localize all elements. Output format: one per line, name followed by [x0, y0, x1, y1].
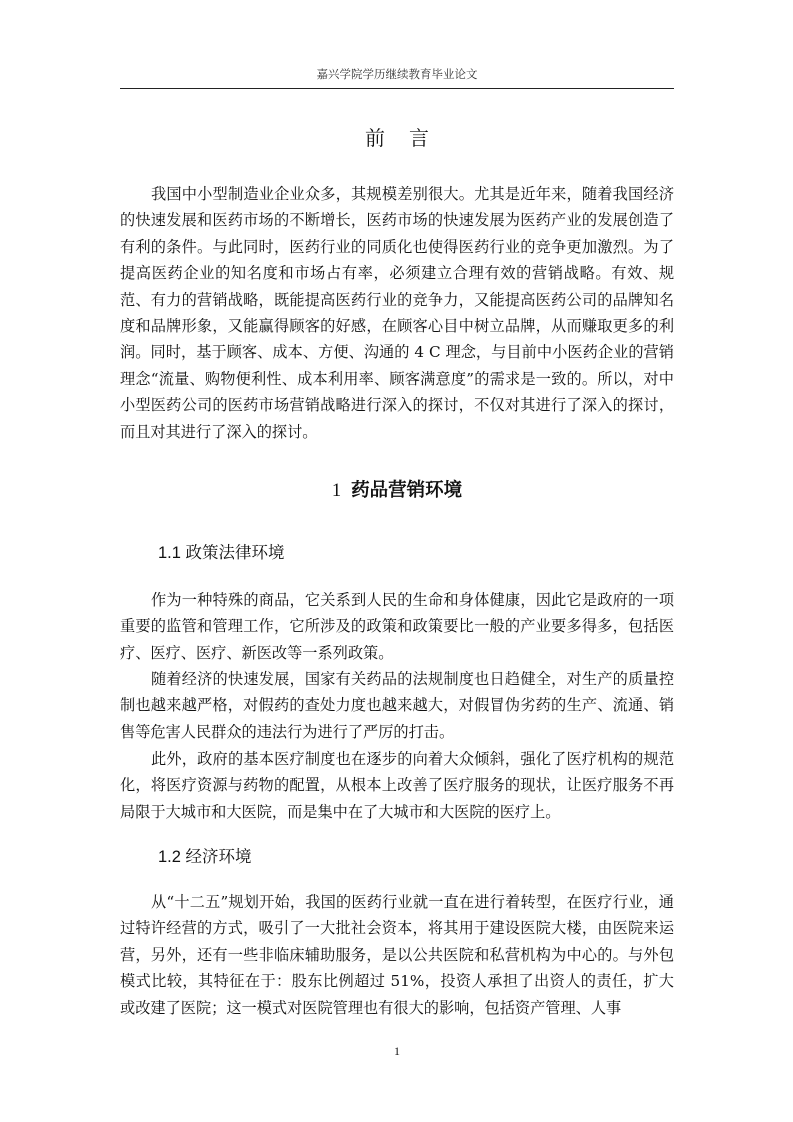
chapter-1-title: 药品营销环境	[351, 480, 463, 501]
section-1-2-title: 经济环境	[185, 847, 252, 866]
page-number: 1	[394, 1044, 400, 1058]
chapter-1-number: 1	[331, 481, 342, 501]
section-1-1-paragraph-3: 此外，政府的基本医疗制度也在逐步的向着大众倾斜，强化了医疗机构的规范化，将医疗资源与药物的配置，从根本上改善了医疗服务的现状，让医疗服务不再局限于大城市和大医院，而是集中在了大城市和大医院的医疗上。	[120, 750, 674, 821]
running-header-title: 嘉兴学院学历继续教育毕业论文	[316, 67, 478, 81]
section-1-1-title: 政策法律环境	[185, 543, 285, 562]
section-1-1-heading	[158, 540, 285, 566]
section-1-1-paragraph-1: 作为一种特殊的商品，它关系到人民的生命和身体健康，因此它是政府的一项重要的监管和管理工作，它所涉及的政策和政策要比一般的产业要多得多，包括医疗、医疗、医疗、新医改等一系列政策。	[120, 591, 674, 662]
section-1-1-number: 1.1	[158, 544, 181, 562]
chapter-1-heading	[120, 476, 674, 506]
preface-paragraph: 我国中小型制造业企业众多，其规模差别很大。尤其是近年来，随着我国经济的快速发展和医药市场的不断增长，医药市场的快速发展为医药产业的发展创造了有利的条件。与此同时，医药行业的同质化也使得医药行业的竞争更加激烈。为了提高医药企业的知名度和市场占有率，必须建立合理有效的营销战略。有效、规范、有力的营销战略，既能提高医药行业的竞争力，又能提高医药公司的品牌知名度和品牌形象，又能赢得顾客的好感，在顾客心目中树立品牌，从而赚取更多的利润。同时，基于顾客、成本、方便、沟通的 4 C 理念，与目前中小医药企业的营销理念“流量、购物便利性、成本利用率、顾客满意度”的需求是一致的。所以，对中小型医药公司的医药市场营销战略进行深入的探讨，不仅对其进行了深入的探讨，而且对其进行了深入的探讨。	[120, 185, 674, 441]
preface-title: 前言	[365, 126, 453, 150]
section-1-1-paragraph-2: 随着经济的快速发展，国家有关药品的法规制度也日趋健全，对生产的质量控制也越来越严格，对假药的查处力度也越来越大，对假冒伪劣药的生产、流通、销售等危害人民群众的违法行为进行了严厉的打击。	[120, 670, 674, 741]
running-header	[120, 66, 674, 89]
section-1-2-heading	[158, 844, 252, 870]
section-1-2-paragraph: 从“十二五”规划开始，我国的医药行业就一直在进行着转型，在医疗行业，通过特许经营的方式，吸引了一大批社会资本，将其用于建设医院大楼，由医院来运营，另外，还有一些非临床辅助服务，是以公共医院和私营机构为中心的。与外包模式比较，其特征在于：股东比例超过 51%，投资人承担了出资人的责任，扩大或改建了医院；这一模式对医院管理也有很大的影响，包括资产管理、人事	[120, 893, 674, 1017]
section-1-2-number: 1.2	[158, 848, 181, 866]
